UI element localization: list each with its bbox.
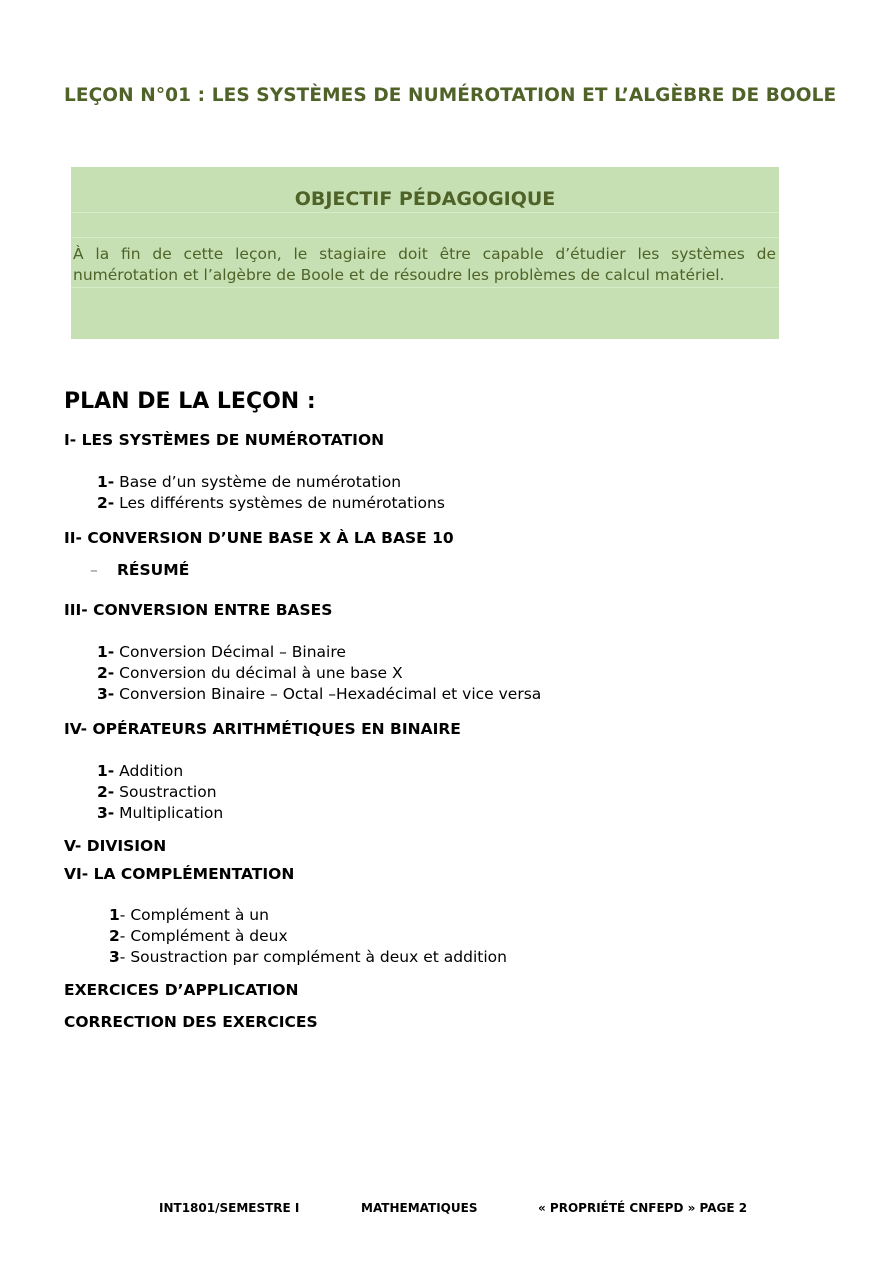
item-text: Conversion Binaire – Octal –Hexadécimal et vice versa: [114, 685, 542, 703]
section-title-5: V- DIVISION: [64, 837, 167, 855]
list-item: [97, 685, 541, 703]
item-number: 1: [109, 906, 120, 924]
section-title-6: VI- LA COMPLÉMENTATION: [64, 865, 295, 883]
footer-course-code: INT1801/SEMESTRE I: [159, 1201, 300, 1215]
list-item: [109, 906, 269, 924]
item-text: Base d’un système de numérotation: [114, 473, 402, 491]
item-number: 3: [109, 948, 120, 966]
list-item: [109, 948, 507, 966]
item-number: 2-: [97, 783, 115, 801]
item-number: 3-: [97, 804, 115, 822]
item-text: - Soustraction par complément à deux et addition: [119, 948, 507, 966]
item-number: 1-: [97, 762, 115, 780]
item-text: Soustraction: [114, 783, 217, 801]
objective-rule: [71, 212, 779, 213]
item-text: Addition: [114, 762, 184, 780]
section-title-4: IV- OPÉRATEURS ARITHMÉTIQUES EN BINAIRE: [64, 720, 461, 738]
item-text: Conversion Décimal – Binaire: [114, 643, 346, 661]
item-number: 1-: [97, 473, 115, 491]
objective-text: À la fin de cette leçon, le stagiaire doit être capable d’étudier les systèmes de numérotation et l’algèbre de Boole et de résoudre les problèmes de calcul matériel.: [73, 245, 776, 284]
item-text: Les différents systèmes de numérotations: [114, 494, 445, 512]
list-item: [97, 473, 401, 491]
list-item: [97, 664, 403, 682]
objective-rule: [71, 287, 779, 288]
section-title-1: I- LES SYSTÈMES DE NUMÉROTATION: [64, 431, 385, 449]
item-number: 2-: [97, 494, 115, 512]
section-title-3: III- CONVERSION ENTRE BASES: [64, 601, 333, 619]
bullet-dash: –: [90, 561, 98, 579]
list-item: [97, 494, 445, 512]
item-text: Multiplication: [114, 804, 224, 822]
objective-rule: [71, 237, 779, 238]
list-item: [97, 783, 217, 801]
correction-heading: CORRECTION DES EXERCICES: [64, 1013, 318, 1031]
objective-box: [71, 167, 779, 339]
objective-title: OBJECTIF PÉDAGOGIQUE: [294, 188, 556, 210]
footer-subject: MATHEMATIQUES: [361, 1201, 478, 1215]
item-number: 2-: [97, 664, 115, 682]
item-text: - Complément à un: [119, 906, 269, 924]
item-text: Conversion du décimal à une base X: [114, 664, 403, 682]
exercises-heading: EXERCICES D’APPLICATION: [64, 981, 299, 999]
list-item: [97, 762, 183, 780]
list-item: [97, 643, 346, 661]
list-item: [97, 804, 223, 822]
section-title-2: II- CONVERSION D’UNE BASE X À LA BASE 10: [64, 529, 454, 547]
item-number: 3-: [97, 685, 115, 703]
lesson-title: LEÇON N°01 : LES SYSTÈMES DE NUMÉROTATION ET L’ALGÈBRE DE BOOLE: [64, 85, 837, 106]
item-text: - Complément à deux: [119, 927, 288, 945]
item-number: 1-: [97, 643, 115, 661]
list-item: [109, 927, 288, 945]
item-number: 2: [109, 927, 120, 945]
footer-property: « PROPRIÉTÉ CNFEPD » PAGE 2: [538, 1201, 748, 1215]
plan-heading: PLAN DE LA LEÇON :: [64, 389, 316, 414]
resume-item: RÉSUMÉ: [117, 561, 190, 579]
